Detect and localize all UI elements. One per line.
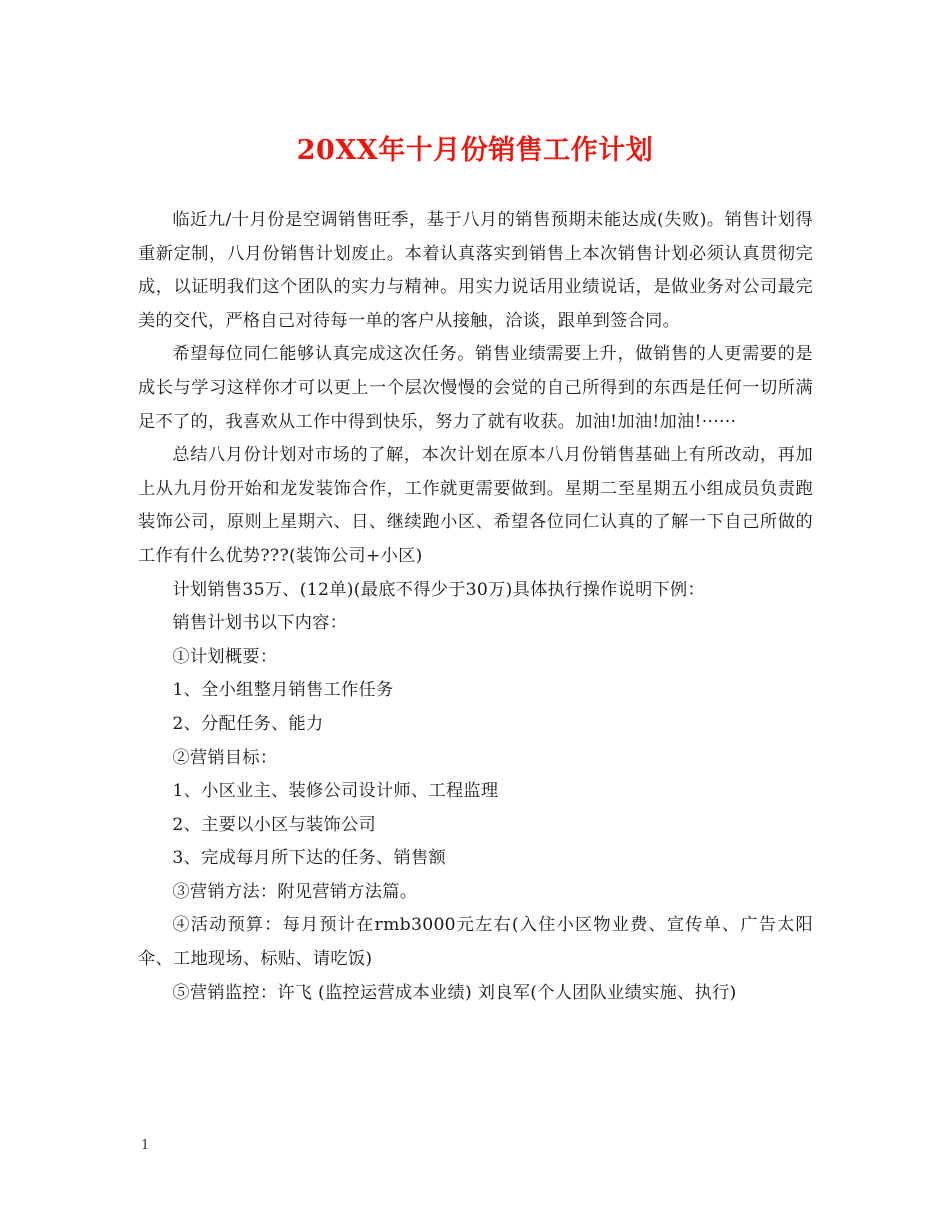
list-item: 2、主要以小区与装饰公司 — [172, 814, 376, 835]
line-marketing-monitor: ⑤营销监控：许飞 (监控运营成本业绩) 刘良军(个人团队业绩实施、执行) — [172, 982, 737, 1003]
document-body — [138, 204, 813, 1010]
list-item: 3、完成每月所下达的任务、销售额 — [172, 848, 446, 869]
paragraph-summary: 总结八月份计划对市场的了解，本次计划在原本八月份销售基础上有所改动，再加上从九月份开始和龙发装饰合作，工作就更需要做到。星期二至星期五小组成员负责跑装饰公司，原则上星期六、日、继续跑小区、希望各位同仁认真的了解一下自己所做的工作有什么优势???(装饰公司+小区) — [138, 445, 813, 566]
line-activity-budget: ④活动预算：每月预计在rmb3000元左右(入住小区物业费、宣传单、广告太阳伞、工地现场、标贴、请吃饭) — [138, 915, 813, 970]
document-title: 20XX年十月份销售工作计划 — [296, 135, 654, 166]
list-item: 2、分配任务、能力 — [172, 713, 324, 734]
line-sales-target: 计划销售35万、(12单)(最底不得少于30万)具体执行操作说明下例： — [172, 579, 706, 600]
page-number: 1 — [141, 1138, 150, 1153]
line-marketing-goal: ②营销目标： — [172, 747, 278, 768]
line-plan-overview: ①计划概要： — [172, 646, 278, 667]
line-plan-content: 销售计划书以下内容： — [172, 613, 348, 634]
line-marketing-method: ③营销方法：附见营销方法篇。 — [172, 881, 418, 902]
list-item: 1、全小组整月销售工作任务 — [172, 680, 394, 701]
paragraph-hope: 希望每位同仁能够认真完成这次任务。销售业绩需要上升，做销售的人更需要的是成长与学习这样你才可以更上一个层次慢慢的会觉的自己所得到的东西是任何一切所满足不了的，我喜欢从工作中得到快乐，努力了就有收获。加油!加油!加油!······ — [138, 344, 813, 432]
paragraph-intro: 临近九/十月份是空调销售旺季，基于八月的销售预期未能达成(失败)。销售计划得重新定制，八月份销售计划废止。本着认真落实到销售上本次销售计划必须认真贯彻完成，以证明我们这个团队的实力与精神。用实力说话用业绩说话，是做业务对公司最完美的交代，严格自己对待每一单的客户从接触，洽谈，跟单到签合同。 — [138, 210, 813, 331]
list-item: 1、小区业主、装修公司设计师、工程监理 — [172, 781, 499, 802]
